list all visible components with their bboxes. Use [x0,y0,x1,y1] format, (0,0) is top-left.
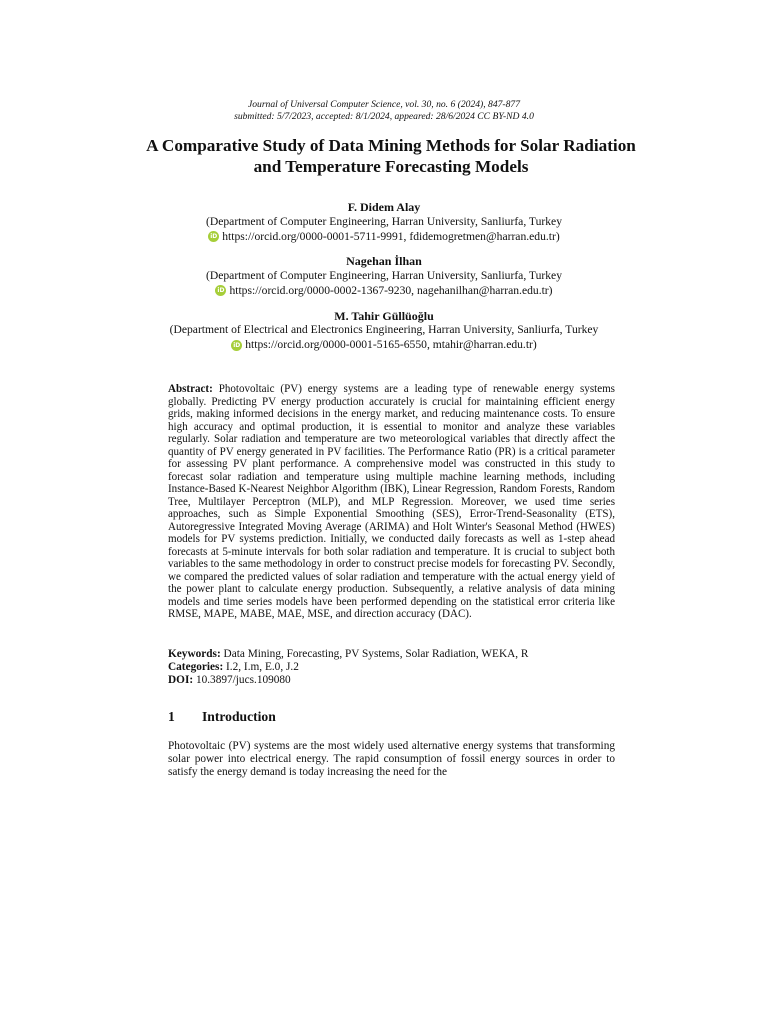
section-title: Introduction [202,709,276,724]
paper-metadata [168,648,615,687]
orcid-icon[interactable]: iD [233,341,241,349]
intro-paragraph: Photovoltaic (PV) systems are the most widely used alternative energy systems that transforming solar power into electrical energy. The rapid consumption of fossil energy sources in order to satisfy the energy demand is today increasing the need for the [168,740,615,779]
doi-value[interactable]: 10.3897/jucs.109080 [195,674,291,686]
journal-citation: Journal of Universal Computer Science, vol. 30, no. 6 (2024), 847-877 [247,99,521,110]
author-name: M. Tahir Güllüoğlu [334,308,434,323]
keywords [168,648,615,661]
author-affiliation: (Department of Electrical and Electronics Engineering, Harran University, Sanliurfa, Turkey [169,323,599,336]
abstract [168,383,615,621]
abstract-label: Abstract: [168,383,213,395]
author-3 [0,310,768,352]
author-1 [0,201,768,243]
submission-dates: submitted: 5/7/2023, accepted: 8/1/2024, appeared: 28/6/2024 CC BY-ND 4.0 [234,111,534,122]
categories [168,661,615,674]
author-name: Nagehan İlhan [346,254,422,269]
categories-label: Categories: [168,661,224,673]
author-orcid-line [231,338,537,352]
section-heading [168,709,276,725]
author-orcid-link[interactable]: https://orcid.org/0000-0001-5711-9991, fdidemogretmen@harran.edu.tr) [222,229,560,243]
doi [168,674,615,687]
paper-title: A Comparative Study of Data Mining Methods for Solar Radiation and Temperature Forecasting Models [146,136,636,176]
categories-value: I.2, I.m, E.0, J.2 [226,661,299,673]
author-affiliation: (Department of Computer Engineering, Harran University, Sanliurfa, Turkey [206,268,562,282]
author-affiliation: (Department of Computer Engineering, Harran University, Sanliurfa, Turkey [206,214,562,228]
keywords-label: Keywords: [168,648,221,660]
author-orcid-line [208,230,559,244]
author-list [0,201,768,364]
doi-label: DOI: [168,674,194,686]
orcid-icon[interactable]: iD [210,233,218,240]
orcid-icon[interactable]: iD [217,287,225,295]
author-orcid-line [215,284,552,298]
author-orcid-link[interactable]: https://orcid.org/0000-0002-1367-9230, nagehanilhan@harran.edu.tr) [229,284,553,297]
section-number: 1 [168,709,175,724]
author-orcid-link[interactable]: https://orcid.org/0000-0001-5165-6550, mtahir@harran.edu.tr) [245,338,537,352]
author-name: F. Didem Alay [347,200,421,214]
author-2 [0,255,768,297]
abstract-text: Photovoltaic (PV) energy systems are a leading type of renewable energy systems globally. Predicting PV energy production accurately is crucial for maintaining efficient energy grids, making informed decisions in the energy market, and reducing maintenance costs. To ensure high accuracy and optimal production, it is essential to monitor and analyze these variables regularly. Solar radiation and temperature are two meteorological variables that directly affect the quantity of PV energy generated in PV facilities. The Performance Ratio (PR) is a critical parameter for assessing PV plant performance. A comprehensive model was constructed in this study to forecast solar radiation and temperature using multiple machine learning methods, including Instance-Based K-Nearest Neighbor Algorithm (IBK), Linear Regression, Random Forests, Random Tree, Multilayer Perceptron (MLP), and MLP Regression. Moreover, we used time series approaches, such as Simple Exponential Smoothing (SES), Error-Trend-Seasonality (ETS), Autoregressive Integrated Moving Average (ARIMA) and Holt Winter's Seasonal Method (HWES) models for PV systems prediction. Initially, we conducted daily forecasts as well as 1-step ahead forecasts at 5-minute intervals for both solar radiation and temperature. It is crucial to subject both variables to the same methodology in order to construct precise models for forecasting PV. Secondly, we compared the predicted values of solar radiation and temperature with the actual energy yield of the power plant to calculate energy production. Subsequently, a relative analysis of data mining models and time series models have been performed depending on the statistical error criteria like RMSE, MAPE, MABE, MAE, MSE, and direction accuracy (DAC). [168,383,615,620]
keywords-value: Data Mining, Forecasting, PV Systems, Solar Radiation, WEKA, R [223,648,529,660]
journal-header [0,99,768,123]
